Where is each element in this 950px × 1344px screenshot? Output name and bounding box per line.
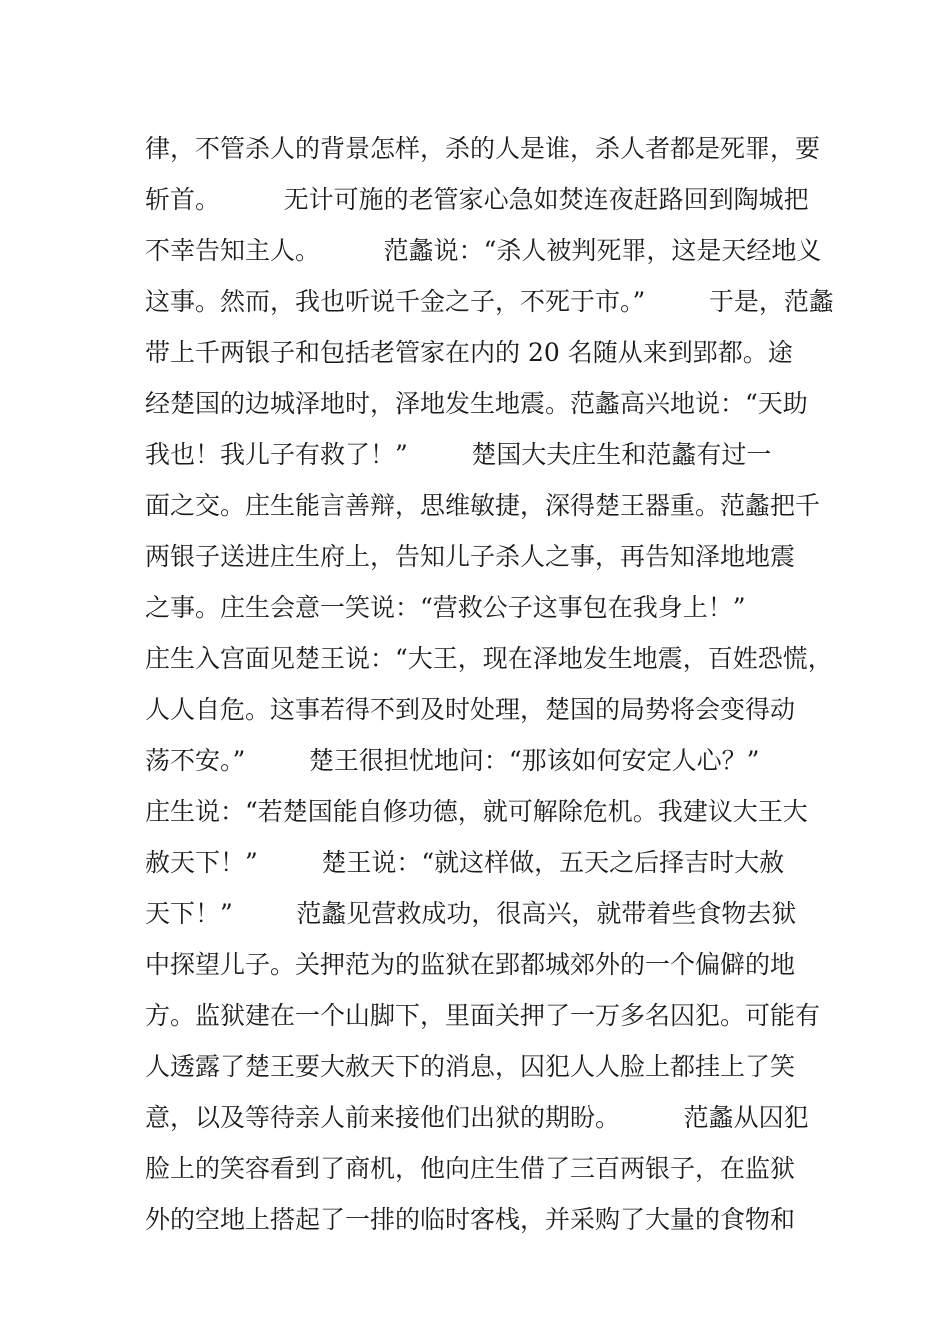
text-line: 不幸告知主人。 范蠡说：“杀人被判死罪，这是天经地义 bbox=[145, 236, 822, 265]
text-line: 两银子送进庄生府上，告知儿子杀人之事，再告知泽地地震 bbox=[145, 542, 796, 571]
text-line: 外的空地上搭起了一排的临时客栈，并采购了大量的食物和 bbox=[145, 1205, 796, 1234]
text-line: 人人自危。这事若得不到及时处理，楚国的局势将会变得动 bbox=[145, 695, 796, 724]
text-line: 脸上的笑容看到了商机，他向庄生借了三百两银子，在监狱 bbox=[145, 1154, 796, 1183]
body-text bbox=[145, 123, 835, 1245]
text-line: 带上千两银子和包括老管家在内的 20 名随从来到郢都。途 bbox=[145, 338, 793, 367]
text-line: 荡不安。” 楚王很担忧地问：“那该如何安定人心？” bbox=[145, 746, 760, 775]
text-line: 这事。然而，我也听说千金之子，不死于市。” 于是，范蠡 bbox=[145, 287, 834, 316]
text-line: 意，以及等待亲人前来接他们出狱的期盼。 范蠡从囚犯 bbox=[145, 1103, 809, 1132]
text-line: 经楚国的边城泽地时，泽地发生地震。范蠡高兴地说：“天助 bbox=[145, 389, 808, 418]
text-line: 中探望儿子。关押范为的监狱在郢都城郊外的一个偏僻的地 bbox=[145, 950, 796, 979]
text-line: 天下！” 范蠡见营救成功，很高兴，就带着些食物去狱 bbox=[145, 899, 797, 928]
text-line: 赦天下！” 楚王说：“就这样做，五天之后择吉时大赦 bbox=[145, 848, 785, 877]
text-line: 面之交。庄生能言善辩，思维敏捷，深得楚王器重。范蠡把千 bbox=[145, 491, 821, 520]
text-line: 人透露了楚王要大赦天下的消息，囚犯人人脸上都挂上了笑 bbox=[145, 1052, 796, 1081]
text-line: 方。监狱建在一个山脚下，里面关押了一万多名囚犯。可能有 bbox=[145, 1001, 821, 1030]
text-line: 律，不管杀人的背景怎样，杀的人是谁，杀人者都是死罪，要 bbox=[145, 134, 821, 163]
text-line: 之事。庄生会意一笑说：“营救公子这事包在我身上！” bbox=[145, 593, 746, 622]
text-line: 庄生入宫面见楚王说：“大王，现在泽地发生地震，百姓恐慌， bbox=[145, 644, 833, 673]
text-line: 斩首。 无计可施的老管家心急如焚连夜赶路回到陶城把 bbox=[145, 185, 809, 214]
text-line: 庄生说：“若楚国能自修功德，就可解除危机。我建议大王大 bbox=[145, 797, 808, 826]
text-line: 我也！我儿子有救了！” 楚国大夫庄生和范蠡有过一 bbox=[145, 440, 772, 469]
